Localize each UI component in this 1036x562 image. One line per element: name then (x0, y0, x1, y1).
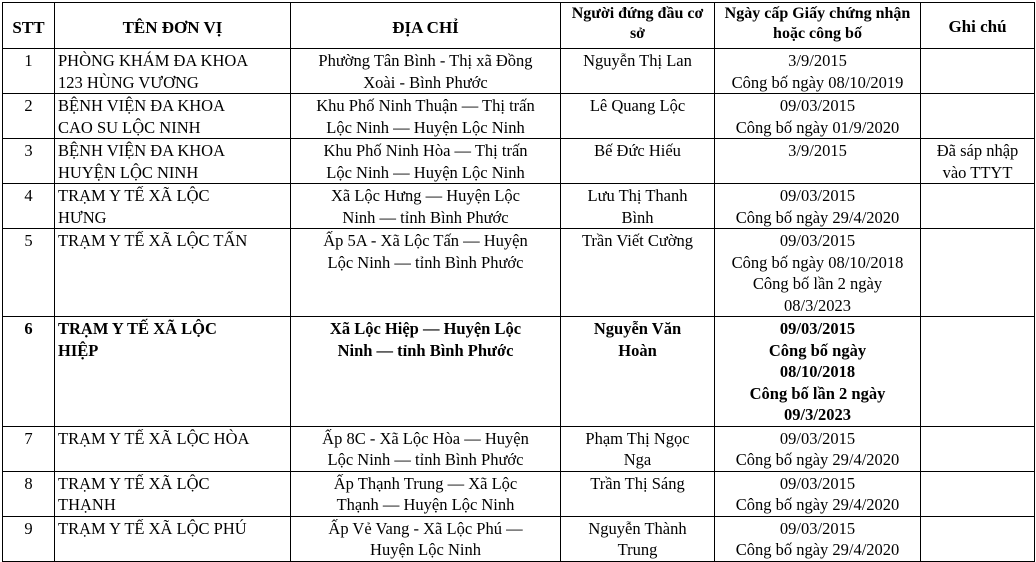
cell-ten-don-vi: TRẠM Y TẾ XÃ LỘC THẠNH (55, 471, 291, 516)
cell-dia-chi: Ấp 5A - Xã Lộc Tấn — Huyện Lộc Ninh — tỉnh Bình Phước (291, 229, 561, 317)
table-row (3, 94, 1035, 139)
cell-ngay-cap: 09/03/2015 Công bố ngày 29/4/2020 (715, 184, 921, 229)
cell-dia-chi: Khu Phố Ninh Thuận — Thị trấn Lộc Ninh — Huyện Lộc Ninh (291, 94, 561, 139)
cell-ngay-cap: 09/03/2015 Công bố ngày 01/9/2020 (715, 94, 921, 139)
cell-dia-chi: Xã Lộc Hưng — Huyện Lộc Ninh — tỉnh Bình Phước (291, 184, 561, 229)
cell-ghi-chu (921, 184, 1035, 229)
cell-ngay-cap: 09/03/2015 Công bố ngày 08/10/2018 Công bố lần 2 ngày 08/3/2023 (715, 229, 921, 317)
header-dia-chi: ĐỊA CHỈ (291, 3, 561, 49)
cell-stt: 6 (3, 317, 55, 427)
cell-stt: 8 (3, 471, 55, 516)
cell-ghi-chu (921, 471, 1035, 516)
facility-table (2, 2, 1035, 562)
table-row (3, 471, 1035, 516)
cell-ten-don-vi: TRẠM Y TẾ XÃ LỘC HIỆP (55, 317, 291, 427)
cell-nguoi-dung-dau: Bế Đức Hiếu (561, 139, 715, 184)
cell-nguoi-dung-dau: Phạm Thị Ngọc Nga (561, 426, 715, 471)
header-row (3, 3, 1035, 49)
cell-dia-chi: Ấp 8C - Xã Lộc Hòa — Huyện Lộc Ninh — tỉnh Bình Phước (291, 426, 561, 471)
cell-dia-chi: Ấp Vẻ Vang - Xã Lộc Phú — Huyện Lộc Ninh (291, 516, 561, 561)
cell-nguoi-dung-dau: Nguyễn Thị Lan (561, 49, 715, 94)
cell-ghi-chu (921, 49, 1035, 94)
header-stt: STT (3, 3, 55, 49)
cell-ten-don-vi: TRẠM Y TẾ XÃ LỘC HÒA (55, 426, 291, 471)
cell-ten-don-vi: BỆNH VIỆN ĐA KHOA HUYỆN LỘC NINH (55, 139, 291, 184)
cell-ten-don-vi: TRẠM Y TẾ XÃ LỘC TẤN (55, 229, 291, 317)
cell-stt: 3 (3, 139, 55, 184)
table-row (3, 229, 1035, 317)
cell-stt: 5 (3, 229, 55, 317)
table-row (3, 426, 1035, 471)
cell-nguoi-dung-dau: Nguyễn Văn Hoàn (561, 317, 715, 427)
cell-ngay-cap: 3/9/2015 (715, 139, 921, 184)
header-nguoi-dung-dau: Người đứng đầu cơ sở (561, 3, 715, 49)
table-row (3, 516, 1035, 561)
cell-ngay-cap: 09/03/2015 Công bố ngày 29/4/2020 (715, 516, 921, 561)
cell-ghi-chu (921, 516, 1035, 561)
cell-nguoi-dung-dau: Lê Quang Lộc (561, 94, 715, 139)
table-row (3, 184, 1035, 229)
cell-nguoi-dung-dau: Lưu Thị Thanh Bình (561, 184, 715, 229)
table-row (3, 317, 1035, 427)
cell-nguoi-dung-dau: Trần Viết Cường (561, 229, 715, 317)
table-row (3, 139, 1035, 184)
cell-ghi-chu (921, 229, 1035, 317)
header-ten-don-vi: TÊN ĐƠN VỊ (55, 3, 291, 49)
cell-stt: 7 (3, 426, 55, 471)
cell-stt: 4 (3, 184, 55, 229)
cell-ngay-cap: 3/9/2015 Công bố ngày 08/10/2019 (715, 49, 921, 94)
cell-dia-chi: Ấp Thạnh Trung — Xã Lộc Thạnh — Huyện Lộc Ninh (291, 471, 561, 516)
cell-stt: 2 (3, 94, 55, 139)
cell-stt: 1 (3, 49, 55, 94)
table-body (3, 49, 1035, 562)
cell-ghi-chu (921, 317, 1035, 427)
header-ngay-cap: Ngày cấp Giấy chứng nhận hoặc công bố (715, 3, 921, 49)
cell-dia-chi: Phường Tân Bình - Thị xã Đồng Xoài - Bình Phước (291, 49, 561, 94)
cell-nguoi-dung-dau: Nguyễn Thành Trung (561, 516, 715, 561)
cell-ten-don-vi: TRẠM Y TẾ XÃ LỘC HƯNG (55, 184, 291, 229)
cell-ghi-chu (921, 426, 1035, 471)
cell-ten-don-vi: TRẠM Y TẾ XÃ LỘC PHÚ (55, 516, 291, 561)
cell-ten-don-vi: BỆNH VIỆN ĐA KHOA CAO SU LỘC NINH (55, 94, 291, 139)
cell-ghi-chu (921, 94, 1035, 139)
table-row (3, 49, 1035, 94)
header-ghi-chu: Ghi chú (921, 3, 1035, 49)
cell-ghi-chu: Đã sáp nhập vào TTYT (921, 139, 1035, 184)
cell-ngay-cap: 09/03/2015 Công bố ngày 29/4/2020 (715, 426, 921, 471)
cell-dia-chi: Khu Phố Ninh Hòa — Thị trấn Lộc Ninh — Huyện Lộc Ninh (291, 139, 561, 184)
cell-stt: 9 (3, 516, 55, 561)
cell-dia-chi: Xã Lộc Hiệp — Huyện Lộc Ninh — tỉnh Bình Phước (291, 317, 561, 427)
cell-ngay-cap: 09/03/2015 Công bố ngày 29/4/2020 (715, 471, 921, 516)
cell-nguoi-dung-dau: Trần Thị Sáng (561, 471, 715, 516)
cell-ngay-cap: 09/03/2015 Công bố ngày 08/10/2018 Công bố lần 2 ngày 09/3/2023 (715, 317, 921, 427)
cell-ten-don-vi: PHÒNG KHÁM ĐA KHOA 123 HÙNG VƯƠNG (55, 49, 291, 94)
